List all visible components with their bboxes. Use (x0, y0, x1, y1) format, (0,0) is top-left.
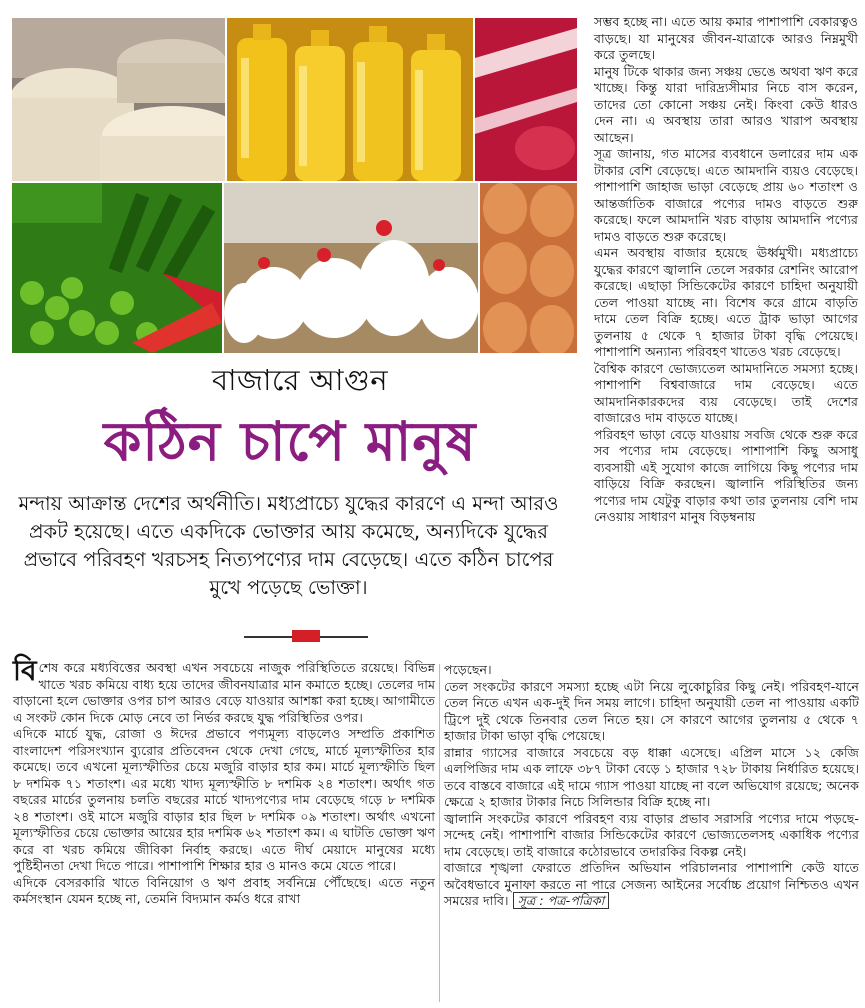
paragraph: বৈশ্বিক কারণে ভোজ্যতেল আমদানিতে সমস্যা হচ্ছে। পাশাপাশি বিশ্ববাজারে দাম বেড়েছে। এতে আমদানিকারকদের ব্যয় বেড়েছে। তাই দেশের বাজারেও দাম বাড়তে যাচ্ছে। (594, 360, 858, 425)
paragraph (444, 860, 859, 910)
rice-sacks-photo (12, 18, 225, 181)
paragraph-text: বাজারে শৃঙ্খলা ফেরাতে প্রতিদিন অভিযান পরিচালনার পাশাপাশি কেউ যাতে অবৈধভাবে মুনাফা করতে না পারে সেজন্য আইনের সর্বোচ্চ প্রয়োগ নিশ্চিতও এখন সময়ের দাবি। (444, 860, 859, 908)
paragraph: পরিবহণ ভাড়া বেড়ে যাওয়ায় সবজি থেকে শুরু করে সব পণ্যের দাম বেড়েছে। পাশাপাশি কিছু অসাধু ব্যবসায়ী এই সুযোগ কাজে লাগিয়ে কিছু পণ্যের দাম বাড়িয়ে বিক্রি করছেন। জ্বালানি পরিস্থিতির জন্য পণ্যের দাম যেটুকু বাড়ার কথা তার তুলনায় বেশি দাম নেওয়ায় সাধারণ মানুষ বিড়ম্বনায় (594, 426, 858, 524)
paragraph (13, 654, 435, 726)
paragraph: জ্বালানি সংকটের কারণে পরিবহণ ব্যয় বাড়ার প্রভাব সরাসরি পণ্যের দামে পড়ছে-সন্দেহ নেই। পাশাপাশি বাজার সিন্ডিকেটের কারণে ভোজ্যতেলসহ একাধিক পণ্যের দাম বেড়েছে। তাই বাজারে কঠোরভাবে তদারকির বিকল্প নেই। (444, 810, 859, 859)
left-column (13, 654, 435, 908)
paragraph: মানুষ টিকে থাকার জন্য সঞ্চয় ভেঙে অথবা ঋণ করে খাচ্ছে। কিন্তু যারা দারিদ্র্যসীমার নিচে বাস করেন, তাদের তো কোনো সঞ্চয় নেই। কিংবা কেউ ধারও দেন না। এ অবস্থায় তারা আরও খারাপ অবস্থায় আছেন। (594, 63, 858, 145)
paragraph: এদিকে বেসরকারি খাতে বিনিয়োগ ও ঋণ প্রবাহ সর্বনিম্নে পৌঁছেছে। এতে নতুন কর্মসংস্থান যেমন হচ্ছে না, তেমনি বিদ্যমান কর্মও ধরে রাখা (13, 874, 435, 906)
paragraph: এমন অবস্থায় বাজার হয়েছে ঊর্ধ্বমুখী। মধ্যপ্রাচ্যে যুদ্ধের কারণে জ্বালানি তেলে সরকার রেশনিং আরোপ করেছে। এছাড়া সিন্ডিকেটের কারণে চাহিদা অনুযায়ী তেল পাওয়া যাচ্ছে না। বিশেষ করে গ্রামে বাড়তি দামে তেল বিক্রি হচ্ছে। এতে ট্রাক ভাড়া আগের তুলনায় ৫ থেকে ৭ হাজার টাকা বৃদ্ধি পেয়েছে। পাশাপাশি অন্যান্য পরিবহণ খাতেও খরচ বেড়েছে। (594, 245, 858, 359)
oil-bottles-photo (227, 18, 473, 181)
right-column (594, 14, 858, 526)
paragraph: পড়েছেন। (444, 662, 492, 677)
middle-column (444, 662, 859, 910)
headline: কঠিন চাপে মানুষ (103, 410, 477, 473)
paragraph: এদিকে মার্চে যুদ্ধ, রোজা ও ঈদের প্রভাবে পণ্যমূল্য বাড়লেও সম্প্রতি প্রকাশিত বাংলাদেশ পরিসংখ্যান ব্যুরোর প্রতিবেদন থেকে দেখা গেছে, মার্চে মূল্যস্ফীতির হার কমেছে। তবে এখনো মূল্যস্ফীতির চেয়ে মজুরি বাড়ার হার কম। মার্চে মূল্যস্ফীতি ছিল ৮ দশমিক ৭১ শতাংশ। এর মধ্যে খাদ্য মূল্যস্ফীতি ৮ দশমিক ২৪ শতাংশ। অর্থাৎ গত বছরের মার্চের তুলনায় চলতি বছরের মার্চে খাদ্যপণ্যের দাম বেড়েছে গড়ে ৮ দশমিক ২৪ শতাংশ। ওই মাসে মজুরি বাড়ার হার ছিল ৮ দশমিক ০৯ শতাংশ। অর্থাৎ এখনো মূল্যস্ফীতির চেয়ে ভোক্তার আয়ের হার দশমিক ৬২ শতাংশ কম। এ ঘাটতি ভোক্তা ঋণ করে বা খরচ কমিয়ে জীবিকা নির্বাহ করছে। এতে দীর্ঘ মেয়াদে মানুষের মধ্যে পুষ্টিহীনতা দেখা দিতে পারে। পাশাপাশি শিক্ষার হার ও মানও কমে যেতে পারে। (13, 726, 435, 873)
kicker-title: বাজারে আগুন (211, 363, 389, 397)
paragraph: তেল সংকটের কারণে সমস্যা হচ্ছে এটা নিয়ে লুকোচুরির কিছু নেই। পরিবহণ-যানে তেল নিতে এখন এক-দুই দিন সময় লাগে। চাহিদা অনুযায়ী তেল না পাওয়ায় একটি ট্রিপে দুই থেকে তিনবার তেল নিতে হয়। সে কারণে আগের তুলনায় ৫ থেকে ৭ হাজার টাকা ভাড়া বৃদ্ধি পেয়েছে। (444, 678, 859, 743)
paragraph: সম্ভব হচ্ছে না। এতে আয় কমার পাশাপাশি বেকারত্বও বাড়ছে। যা মানুষের জীবন-যাত্রাকে আরও নিম্নমুখী করে তুলছে। (594, 14, 858, 62)
paragraph-text: শেষ করে মধ্যবিত্তের অবস্থা এখন সবচেয়ে নাজুক পরিস্থিতিতে রয়েছে। বিভিন্ন খাতে খরচ কমিয়ে বাধ্য হয়ে তাদের জীবনযাত্রার মান কমাতে হচ্ছে। তেলের দাম বাড়ানো হলে ভোক্তার ওপর চাপ আরও বেড়ে যাওয়ার আশঙ্কা করা হচ্ছে। আগামীতে এ সংকট কোন দিকে মোড় নেবে তা নির্ভর করছে যুদ্ধ পরিস্থিতির ওপর। (13, 660, 435, 725)
paragraph: রান্নার গ্যাসের বাজারে সবচেয়ে বড় ধাক্কা এসেছে। এপ্রিল মাসে ১২ কেজি এলপিজির দাম এক লাফে ৩৮৭ টাকা বেড়ে ১ হাজার ৭২৮ টাকায় নির্ধারিত হয়েছে। তবে বাস্তবে বাজারে এই দামে গ্যাস পাওয়া যাচ্ছে না বলে অভিযোগ রয়েছে; অনেক ক্ষেত্রে ২ হাজার টাকার নিচে সিলিন্ডার বিক্রি হচ্ছে না। (444, 744, 859, 809)
eggs-photo (480, 183, 577, 353)
column-rule (439, 664, 440, 1002)
vegetables-photo (12, 183, 222, 353)
paragraph: সূত্র জানায়, গত মাসের ব্যবধানে ডলারের দাম এক টাকার বেশি বেড়েছে। এতে আমদানি ব্যয়ও বেড়েছে। পাশাপাশি জাহাজ ভাড়া বেড়েছে প্রায় ৬০ শতাংশ ও আন্তর্জাতিক বাজারে পণ্যের দামও বাড়তে শুরু করেছে। ফলে আমদানি খরচ বাড়ায় আমদানি পণ্যের দামও বাড়তে শুরু করেছে। (594, 146, 858, 244)
drop-cap: বি (13, 654, 37, 687)
chickens-photo (224, 183, 478, 353)
lede-paragraph: মন্দায় আক্রান্ত দেশের অর্থনীতি। মধ্যপ্রাচ্যে যুদ্ধের কারণে এ মন্দা আরও প্রকট হয়েছে। এতে একদিকে ভোক্তার আয় কমেছে, অন্যদিকে যুদ্ধের প্রভাবে পরিবহণ খরচসহ নিত্যপণ্যের দাম বেড়েছে। এতে কঠিন চাপের মুখে পড়েছে ভোক্তা। (18, 492, 559, 599)
meat-photo (475, 18, 577, 181)
divider-accent (292, 630, 320, 642)
source-credit: সূত্র : পত্র-পত্রিকা (513, 892, 610, 909)
